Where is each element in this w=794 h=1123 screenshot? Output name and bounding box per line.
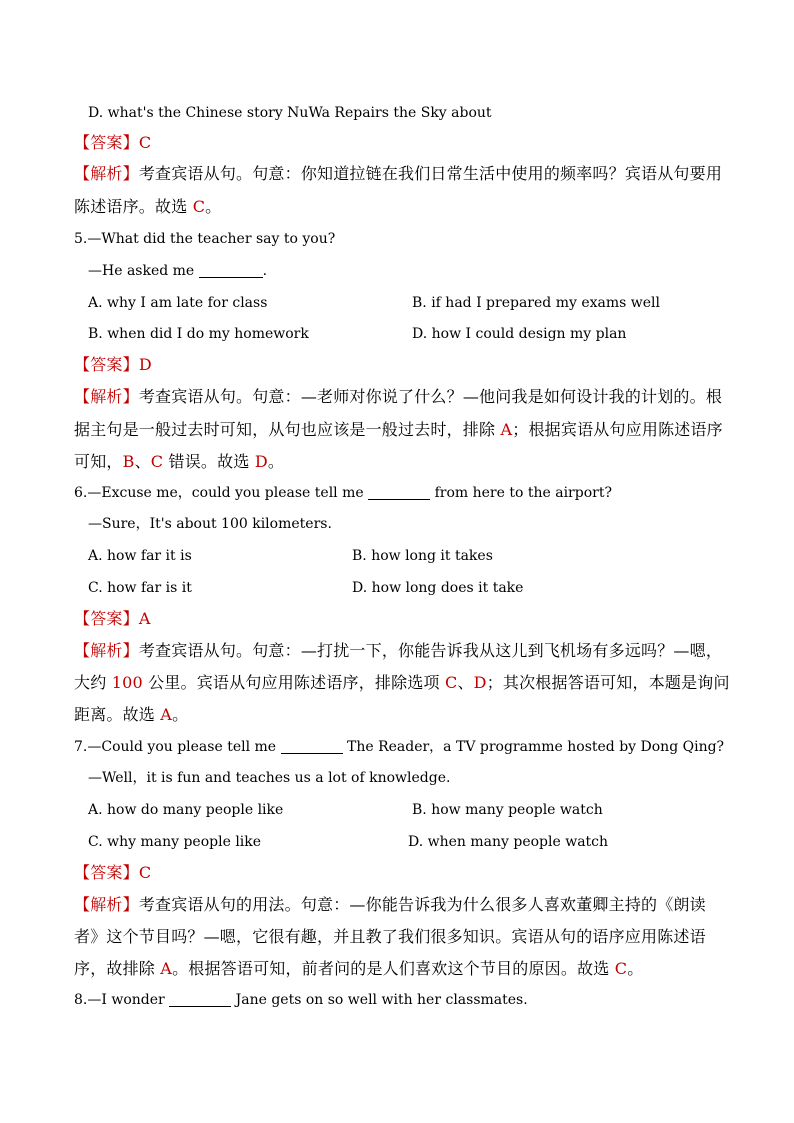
q7-option-b: B. how many people watch: [412, 802, 603, 818]
q4-analysis-line2: [74, 196, 221, 218]
analysis-key: C: [150, 452, 164, 471]
q5-analysis-line1: [74, 386, 722, 408]
analysis-key: D: [473, 673, 487, 692]
answer-tag: 【答案】: [74, 133, 139, 152]
q7-option-d: D. when many people watch: [408, 834, 609, 850]
answer-tag: 【答案】: [74, 355, 139, 374]
analysis-key: C: [445, 673, 458, 692]
answer-tag: 【答案】: [74, 609, 139, 628]
q5-answer: [74, 354, 152, 376]
analysis-key: C: [192, 197, 206, 216]
stem-text: 7.—Could you please tell me: [74, 739, 277, 755]
answer-blank: [169, 992, 231, 1007]
q7-analysis-line3: [74, 958, 643, 980]
q6-option-d: D. how long does it take: [352, 580, 524, 596]
answer-blank: [281, 739, 343, 754]
q5-stem: 5.—What did the teacher say to you?: [74, 231, 336, 247]
answer-blank: [368, 485, 430, 500]
stem-text: Jane gets on so well with her classmates.: [235, 992, 528, 1008]
q5-option-b: B. if had I prepared my exams well: [412, 295, 660, 311]
analysis-key: B: [122, 452, 135, 471]
analysis-text: 、: [134, 452, 151, 471]
q5-analysis-line3: [74, 451, 284, 473]
q6-analysis-line1: [74, 640, 722, 662]
analysis-tag: 【解析】: [74, 164, 139, 183]
answer-blank: [199, 263, 263, 278]
q7-analysis-line2: 者》这个节目吗？—嗯，它很有趣，并且教了我们很多知识。宾语从句的语序应用陈述语: [74, 927, 706, 946]
analysis-text: 距离。故选: [74, 705, 161, 724]
q7-analysis-line1: [74, 894, 706, 916]
q5-reply: [88, 261, 267, 281]
analysis-text: 。: [267, 452, 285, 471]
analysis-text: 据主句是一般过去时可知，从句也应该是一般过去时，排除: [74, 420, 501, 439]
analysis-text: 公里。宾语从句应用陈述语序，排除选项: [142, 673, 446, 692]
q7-option-a: A. how do many people like: [88, 802, 284, 818]
reply-text: .: [262, 263, 268, 279]
analysis-key: A: [500, 420, 513, 439]
analysis-text: 考查宾语从句的用法。句意：—你能告诉我为什么很多人喜欢董卿主持的《朗读: [138, 895, 706, 914]
analysis-text: 考查宾语从句。句意：你知道拉链在我们日常生活中使用的频率吗？宾语从句要用: [138, 164, 723, 183]
answer-value: C: [138, 133, 152, 152]
q4-answer: [74, 132, 151, 154]
stem-text: The Reader，a TV programme hosted by Dong Qing?: [346, 739, 725, 755]
analysis-text: 。根据答语可知，前者问的是人们喜欢这个节目的原因。故选: [172, 959, 615, 978]
analysis-text: ；根据宾语从句应用陈述语序: [512, 420, 723, 439]
q6-option-c: C. how far is it: [88, 580, 192, 596]
answer-value: D: [138, 355, 152, 374]
q5-option-a: A. why I am late for class: [88, 295, 268, 311]
analysis-text: 陈述语序。故选: [74, 197, 193, 216]
q6-reply: —Sure，It's about 100 kilometers.: [88, 516, 332, 532]
q6-analysis-line3: [74, 704, 188, 726]
analysis-text: 序，故排除: [74, 959, 161, 978]
stem-text: 6.—Excuse me，could you please tell me: [74, 485, 364, 501]
analysis-text: 。: [205, 197, 222, 216]
analysis-text: 错误。故选: [163, 452, 255, 471]
q6-stem: [74, 483, 612, 503]
q5-option-d: D. how I could design my plan: [412, 326, 627, 342]
analysis-text: 大约: [74, 673, 112, 692]
analysis-text: 考查宾语从句。句意：—打扰一下，你能告诉我从这儿到飞机场有多远吗？—嗯，: [138, 641, 723, 660]
q5-analysis-line2: [74, 419, 723, 441]
stem-text: from here to the airport?: [434, 485, 612, 501]
analysis-text: 考查宾语从句。句意：—老师对你说了什么？—他问我是如何设计我的计划的。根: [138, 387, 723, 406]
analysis-tag: 【解析】: [74, 387, 139, 406]
q4-option-d: D. what's the Chinese story NuWa Repairs the Sky about: [88, 105, 492, 121]
analysis-text: 。: [172, 705, 189, 724]
analysis-key: C: [614, 959, 628, 978]
analysis-tag: 【解析】: [74, 895, 139, 914]
answer-value: C: [138, 863, 152, 882]
analysis-tag: 【解析】: [74, 641, 139, 660]
q7-reply: —Well，it is fun and teaches us a lot of knowledge.: [88, 770, 451, 786]
analysis-text: ；其次根据答语可知，本题是询问: [486, 673, 730, 692]
q5-option-c: B. when did I do my homework: [88, 326, 309, 342]
answer-tag: 【答案】: [74, 863, 139, 882]
q6-option-a: A. how far it is: [88, 548, 192, 564]
answer-value: A: [138, 609, 151, 628]
q7-option-c: C. why many people like: [88, 834, 262, 850]
q4-analysis-line1: [74, 163, 722, 185]
q7-answer: [74, 862, 151, 884]
q6-analysis-line2: [74, 672, 730, 694]
q7-stem: [74, 737, 724, 757]
reply-text: —He asked me: [88, 263, 195, 279]
analysis-key: A: [160, 959, 173, 978]
analysis-text: 。: [627, 959, 644, 978]
analysis-key: 100: [111, 673, 143, 692]
stem-text: 8.—I wonder: [74, 992, 165, 1008]
analysis-text: 可知，: [74, 452, 123, 471]
analysis-key: A: [160, 705, 173, 724]
analysis-key: D: [254, 452, 268, 471]
q6-answer: [74, 608, 151, 630]
analysis-text: 、: [457, 673, 474, 692]
q6-option-b: B. how long it takes: [352, 548, 493, 564]
q8-stem: [74, 990, 528, 1010]
